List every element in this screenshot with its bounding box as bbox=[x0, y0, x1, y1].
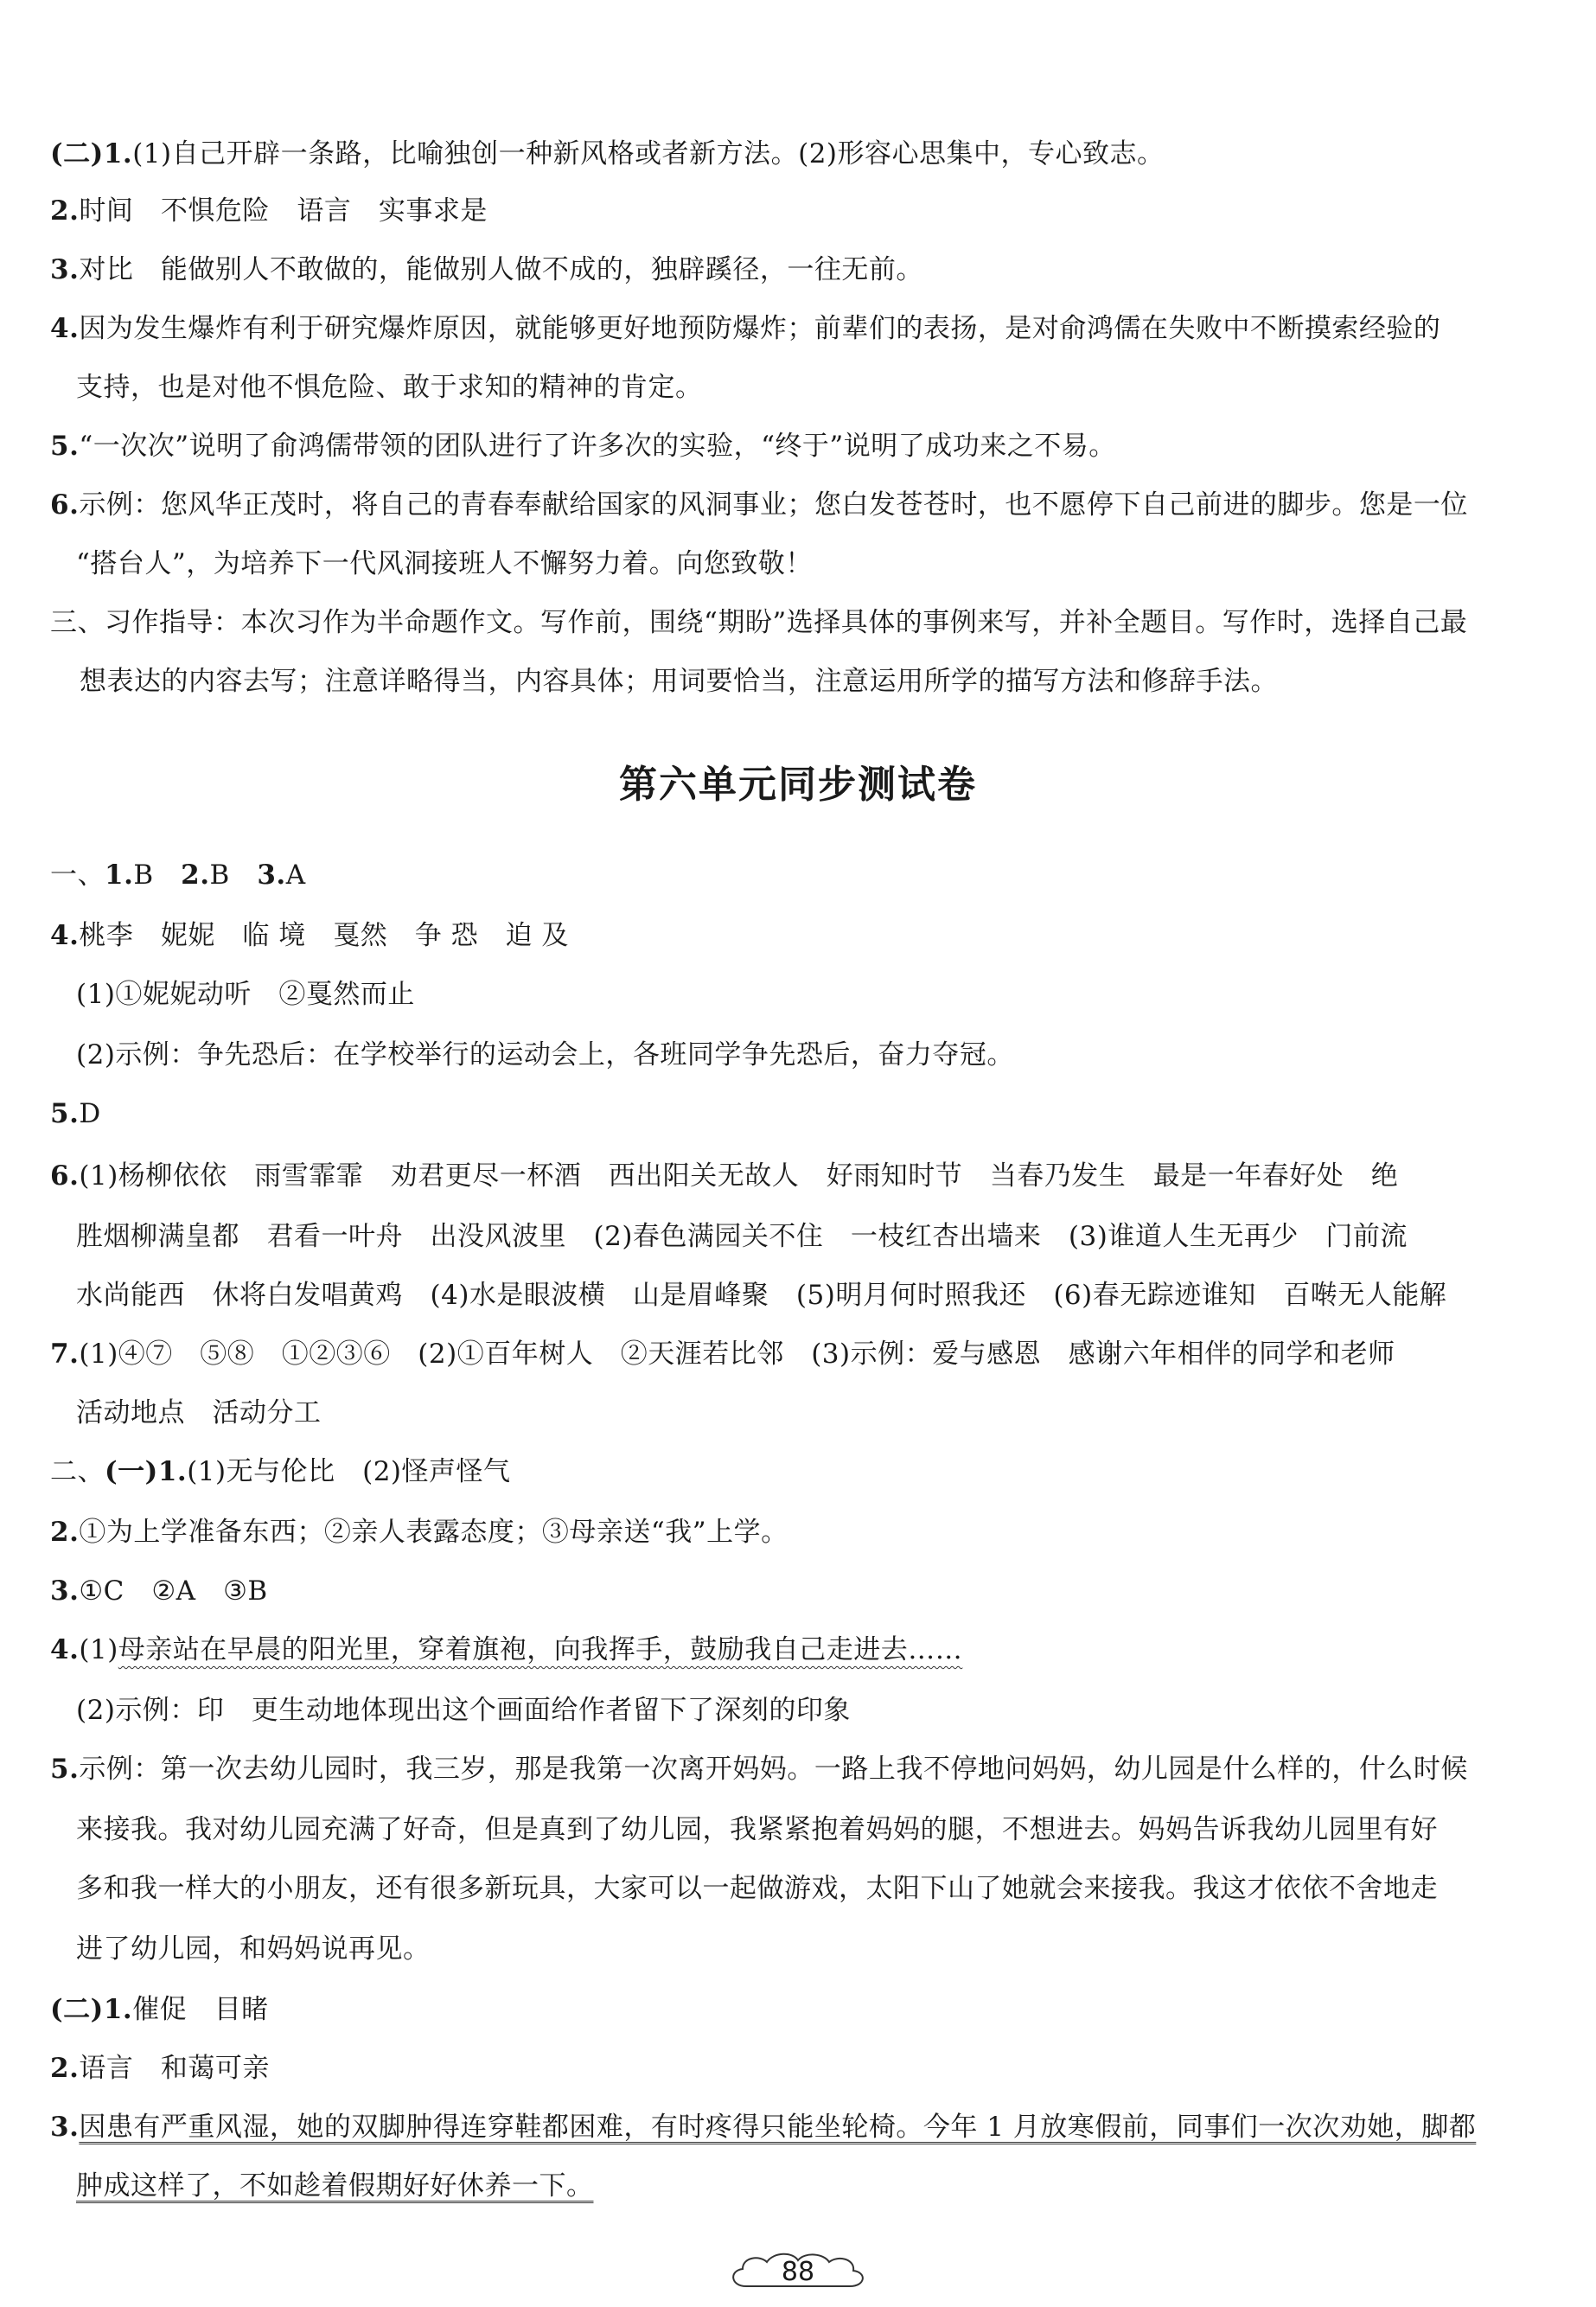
answer-line: 2.①为上学准备东西；②亲人表露态度；③母亲送“我”上学。 bbox=[50, 1517, 788, 1548]
answer-line: 4.桃李 妮妮 临 境 戛然 争 恐 迫 及 bbox=[50, 920, 569, 951]
double-underlined-sentence: 因患有严重风湿，她的双脚肿得连穿鞋都困难，有时疼得只能坐轮椅。今年 1 月放寒假前，同事们一次次劝她，脚都 bbox=[79, 2112, 1477, 2143]
answer-line: 2.语言 和蔼可亲 bbox=[50, 2053, 270, 2084]
answer-line-continued: 想表达的内容去写；注意详略得当，内容具体；用词要恰当，注意运用所学的描写方法和修辞手法。 bbox=[80, 666, 1278, 697]
answer-line-continued bbox=[76, 2169, 594, 2203]
answer-line-continued: 多和我一样大的小朋友，还有很多新玩具，大家可以一起做游戏，太阳下山了她就会来接我。我这才依依不舍地走 bbox=[76, 1873, 1438, 1904]
answer-line: 3.对比 能做别人不敢做的，能做别人做不成的，独辟蹊径，一往无前。 bbox=[50, 254, 923, 285]
answer-line-continued: 支持，也是对他不惧危险、敢于求知的精神的肯定。 bbox=[76, 372, 703, 403]
answer-line: 4.因为发生爆炸有利于研究爆炸原因，就能够更好地预防爆炸；前辈们的表扬，是对俞鸿儒在失败中不断摸索经验的 bbox=[50, 313, 1441, 344]
answer-line: (二)1.(1)自己开辟一条路，比喻独创一种新风格或者新方法。(2)形容心思集中，专心致志。 bbox=[50, 138, 1165, 169]
answer-line-continued: 进了幼儿园，和妈妈说再见。 bbox=[76, 1933, 431, 1965]
answer-line: 2.时间 不惧危险 语言 实事求是 bbox=[50, 195, 488, 227]
answer-line: 一、1.B 2.B 3.A bbox=[50, 860, 306, 891]
page-number: 88 bbox=[720, 2248, 876, 2297]
answer-line-continued: “搭台人”，为培养下一代风洞接班人不懈努力着。向您致敬！ bbox=[76, 548, 813, 579]
answer-line-sub: (2)示例：印 更生动地体现出这个画面给作者留下了深刻的印象 bbox=[76, 1695, 851, 1726]
answer-line: 5.示例：第一次去幼儿园时，我三岁，那是我第一次离开妈妈。一路上我不停地问妈妈，幼儿园是什么样的，什么时候 bbox=[50, 1754, 1468, 1785]
answer-line: 5.“一次次”说明了俞鸿儒带领的团队进行了许多次的实验，“终于”说明了成功来之不易。 bbox=[50, 431, 1116, 462]
answer-line-continued: 胜烟柳满皇都 君看一叶舟 出没风波里 (2)春色满园关不住 一枝红杏出墙来 (3)谁道人生无再少 门前流 bbox=[76, 1221, 1408, 1252]
answer-line-continued: 来接我。我对幼儿园充满了好奇，但是真到了幼儿园，我紧紧抱着妈妈的腿，不想进去。妈妈告诉我幼儿园里有好 bbox=[76, 1814, 1438, 1845]
answer-line: 3.因患有严重风湿，她的双脚肿得连穿鞋都困难，有时疼得只能坐轮椅。今年 1 月放寒假前，同事们一次次劝她，脚都 bbox=[50, 2112, 1477, 2143]
answer-line-continued: 活动地点 活动分工 bbox=[76, 1397, 322, 1428]
answer-line: 三、习作指导：本次习作为半命题作文。写作前，围绕“期盼”选择具体的事例来写，并补全题目。写作时，选择自己最 bbox=[50, 607, 1468, 638]
answer-line-sub: (2)示例：争先恐后：在学校举行的运动会上，各班同学争先恐后，奋力夺冠。 bbox=[76, 1039, 1014, 1070]
answer-line: (二)1.催促 目睹 bbox=[50, 1994, 269, 2025]
answer-line: 3.①C ②A ③B bbox=[50, 1575, 268, 1607]
answer-line: 二、(一)1.(1)无与伦比 (2)怪声怪气 bbox=[50, 1456, 511, 1487]
wavy-underlined-sentence: 母亲站在早晨的阳光里，穿着旗袍，向我挥手，鼓励我自己走进去…… bbox=[118, 1634, 963, 1665]
double-underlined-sentence: 肿成这样了，不如趁着假期好好休养一下。 bbox=[76, 2170, 594, 2202]
answer-line: 5.D bbox=[50, 1098, 101, 1129]
answer-line: 6.示例：您风华正茂时，将自己的青春奉献给国家的风洞事业；您白发苍苍时，也不愿停下自己前进的脚步。您是一位 bbox=[50, 489, 1468, 521]
answer-line: 6.(1)杨柳依依 雨雪霏霏 劝君更尽一杯酒 西出阳关无故人 好雨知时节 当春乃发生 最是一年春好处 绝 bbox=[50, 1160, 1399, 1192]
answer-line: 7.(1)④⑦ ⑤⑧ ①②③⑥ (2)①百年树人 ②天涯若比邻 (3)示例：爱与感恩 感谢六年相伴的同学和老师 bbox=[50, 1339, 1395, 1370]
answer-line-sub: (1)①妮妮动听 ②戛然而止 bbox=[76, 979, 415, 1010]
answer-line-continued: 水尚能西 休将白发唱黄鸡 (4)水是眼波横 山是眉峰聚 (5)明月何时照我还 (6)春无踪迹谁知 百啭无人能解 bbox=[76, 1280, 1447, 1311]
section-heading: 第六单元同步测试卷 bbox=[619, 763, 977, 807]
answer-line: 4.(1)母亲站在早晨的阳光里，穿着旗袍，向我挥手，鼓励我自己走进去…… bbox=[50, 1634, 963, 1665]
